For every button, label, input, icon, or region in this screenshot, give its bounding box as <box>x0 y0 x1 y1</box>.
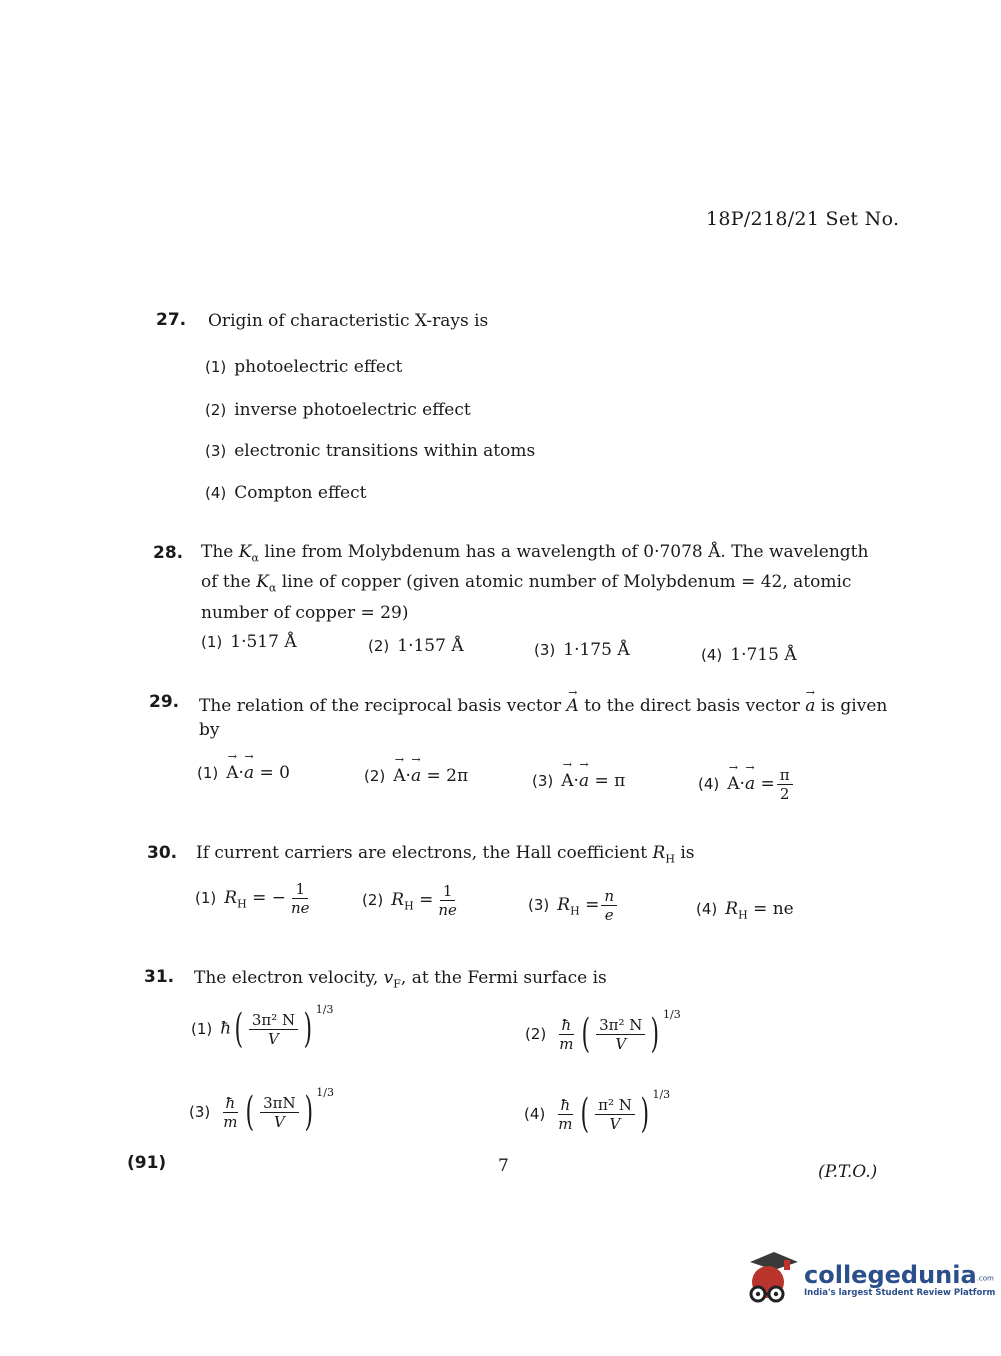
option-3: (3) $\frac{ħ}{m}$ ( $\frac{3\pi N}{V}$ ) 1/3 <box>189 1086 334 1135</box>
option-4: (4)→ A·→ a = $\frac{\pi}{2}$ <box>698 766 795 803</box>
option-3: (3) electronic transitions within atoms <box>205 441 536 461</box>
option-4: (4) $\frac{ħ}{m}$ ( $\frac{\text{π² N}}{V}$ ) 1/3 <box>524 1088 671 1137</box>
option-3: (3)→ A·→ a = π <box>532 771 625 791</box>
brand-tld: .com <box>976 1274 994 1283</box>
pto-label: (P.T.O.) <box>818 1162 878 1182</box>
question-text: If current carriers are electrons, the Hall coefficient $R_H$ is <box>196 843 695 866</box>
option-1: (1) $R_H$ = − $\frac{1}{ne}$ <box>195 880 310 917</box>
option-2: (2) inverse photoelectric effect <box>205 400 471 420</box>
option-1: (1) photoelectric effect <box>205 357 403 377</box>
option-1: (1) ħ( $\frac{\text{3π² N}}{V}$ ) 1/3 <box>191 1003 334 1052</box>
page-number: 7 <box>498 1156 509 1176</box>
option-4: (4) $R_H$ = ne <box>696 899 794 922</box>
option-1: (1)→ A·→ a = 0 <box>197 763 290 783</box>
question-number: 27. <box>156 310 187 330</box>
option-2: (2) 1·157 Å <box>368 636 464 656</box>
question-number: 31. <box>144 967 175 987</box>
option-1: (1) 1·517 Å <box>201 632 297 652</box>
brand-name: collegedunia <box>804 1261 977 1289</box>
option-2: (2)→ A·→ a = 2π <box>364 766 468 786</box>
question-number: 28. <box>153 543 184 563</box>
option-4: (4) 1·715 Å <box>701 645 797 665</box>
collegedunia-logo <box>744 1248 995 1312</box>
brand-tagline: India's largest Student Review Platform <box>804 1288 996 1298</box>
question-text: The relation of the reciprocal basis vector → A to the direct basis vector → a is given by <box>199 694 889 742</box>
option-3: (3) $R_H$ = $\frac{n}{e}$ <box>528 887 619 924</box>
set-code: 18P/218/21 Set No. <box>706 208 900 230</box>
question-text: Origin of characteristic X-rays is <box>208 311 489 331</box>
option-2: (2) $R_H$ = $\frac{1}{ne}$ <box>362 882 457 919</box>
question-text: The electron velocity, $v_F$, at the Fermi surface is <box>194 968 607 991</box>
question-number: 30. <box>147 843 178 863</box>
question-text: The $K_\alpha$ line from Molybdenum has a wavelength of 0·7078 Å. The wavelength of the $K_\alpha$ line of copper (given atomic number of Molybdenum = 42, atomic number of copper = 29) <box>201 542 869 623</box>
option-3: (3) 1·175 Å <box>534 640 630 660</box>
option-4: (4) Compton effect <box>205 483 367 503</box>
question-number: 29. <box>149 692 180 712</box>
option-2: (2) $\frac{ħ}{m}$ ( $\frac{\text{3π² N}}{V}$ ) 1/3 <box>525 1008 681 1057</box>
paper-code: (91) <box>127 1153 167 1173</box>
mascot-icon <box>744 1248 800 1312</box>
